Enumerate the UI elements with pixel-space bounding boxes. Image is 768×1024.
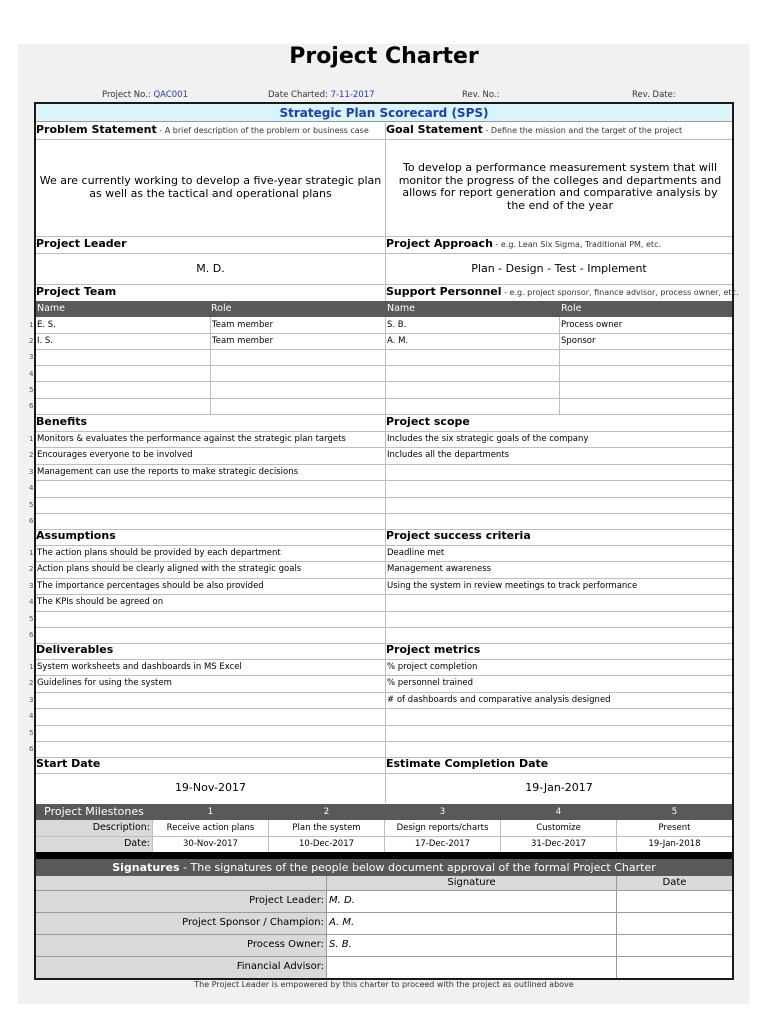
completion-heading: Estimate Completion Date [386,757,549,770]
row-number: 3 [29,695,34,704]
row-number: 2 [29,451,34,460]
row-divider [36,912,732,913]
completion-value: 19-Jan-2017 [525,781,593,794]
benefits-item: Management can use the reports to make strategic decisions [37,466,299,477]
row-divider [36,414,732,415]
footer-note: The Project Leader is empowered by this charter to proceed with the project as outlined above [194,980,574,989]
row-divider [36,398,732,399]
goal-heading: Goal Statement - Define the mission and the target of the project [386,123,683,136]
team-name: I. S. [37,336,54,347]
row-divider [36,365,732,366]
team-name: E. S. [37,320,56,330]
milestones-header: Project Milestones [36,804,732,820]
support-role: Sponsor [561,336,596,347]
support-heading: Support Personnel - e.g. project sponsor, finance advisor, process owner, etc. [386,285,739,298]
divider [36,253,732,254]
assumptions-heading: Assumptions [36,529,116,542]
assumptions-item: The importance percentages should be also provided [37,580,264,591]
milestone-date: 31-Dec-2017 [530,839,587,849]
team-role: Team member [212,320,274,330]
approach-value: Plan - Design - Test - Implement [471,262,647,275]
scope-heading: Project scope [386,415,470,428]
banner-title: Strategic Plan Scorecard (SPS) [36,104,732,122]
row-number: 1 [29,321,34,329]
row-number: 6 [29,402,34,410]
row-divider [36,725,732,726]
start-date-value: 19-Nov-2017 [174,781,247,794]
rev-no: Rev. No.: [462,90,500,100]
success-item: Using the system in review meetings to track performance [387,580,638,591]
row-divider [36,611,732,612]
milestone-description: Present [658,823,691,833]
row-number: 6 [29,631,34,639]
deliverables-heading: Deliverables [36,643,114,656]
row-number: 6 [29,517,34,525]
row-number: 4 [29,598,34,607]
row-divider [36,741,732,742]
scope-item: Includes all the departments [387,450,510,461]
row-divider [36,349,732,350]
charter-form [29,102,739,980]
signature-role: Project Leader: [249,895,324,906]
row-number: 4 [29,369,34,378]
divider [36,139,732,140]
milestone-number: 5 [671,807,678,817]
team-heading: Project Team [36,285,117,298]
description-label: Description: [92,822,150,833]
row-number: 5 [29,614,34,623]
row-divider [36,381,732,382]
problem-text: We are currently working to develop a five-year strategic plan as well as the tactical and operational plans [39,174,382,200]
approach-heading: Project Approach - e.g. Lean Six Sigma, Traditional PM, etc. [386,237,662,250]
column-divider [210,317,211,414]
row-divider [36,497,732,498]
row-number: 3 [29,581,34,590]
row-number: 3 [29,353,34,362]
divider [36,773,732,774]
milestone-description: Receive action plans [166,823,255,833]
signature-field[interactable]: S. B. [329,939,352,950]
row-divider [36,708,732,709]
milestone-number: 4 [555,807,562,817]
row-number: 2 [29,679,34,688]
row-number: 5 [29,728,34,737]
row-divider [36,890,732,891]
support-name: S. B. [387,320,407,330]
milestone-date: 19-Jan-2018 [648,839,701,849]
scope-item: Includes the six strategic goals of the company [387,434,589,444]
row-number: 2 [29,337,34,346]
milestone-description: Design reports/charts [396,823,489,833]
black-separator [36,852,732,859]
date-charted: Date Charted: 7-11-2017 [268,90,375,100]
success-item: Management awareness [387,564,492,575]
row-number: 3 [29,467,34,476]
milestone-date: 17-Dec-2017 [414,839,471,849]
success-heading: Project success criteria [386,529,531,542]
rev-date: Rev. Date: [632,90,676,100]
goal-text: To develop a performance measurement system that will monitor the progress of the colleges and departments and allows for report generation and comparative analysis by the end of the year [398,161,722,212]
row-divider [36,757,732,758]
signature-col-label: Signature [447,877,496,888]
project-no: Project No.: QAC001 [102,90,188,100]
start-date-heading: Start Date [36,757,101,770]
divider [36,836,732,837]
benefits-heading: Benefits [36,415,88,428]
signature-field[interactable]: A. M. [329,917,355,928]
row-number: 5 [29,500,34,509]
column-divider [616,876,617,978]
metrics-item: % personnel trained [387,678,474,689]
date-label: Date: [124,838,150,849]
row-number: 5 [29,385,34,394]
row-divider [36,956,732,957]
row-divider [36,934,732,935]
signature-role: Process Owner: [247,939,324,950]
support-name: A. M. [387,336,409,347]
support-role: Process owner [561,320,623,330]
benefits-item: Encourages everyone to be involved [37,450,193,461]
signatures-header: Signatures - The signatures of the people below document approval of the formal Project Charter [36,859,732,876]
signature-field[interactable]: M. D. [329,895,355,906]
assumptions-item: The action plans should be provided by each department [37,548,281,558]
row-number: 6 [29,745,34,753]
problem-heading: Problem Statement - A brief description of the problem or business case [36,123,369,136]
milestone-number: 3 [439,807,446,817]
success-item: Deadline met [387,548,445,558]
column-divider [559,317,560,414]
column-divider [326,876,327,978]
page-title: Project Charter [289,44,479,69]
signature-role: Project Sponsor / Champion: [182,917,324,928]
milestone-number: 1 [207,807,214,817]
signature-role: Financial Advisor: [236,961,324,972]
date-col-label: Date [662,877,687,888]
team-table-header: Name Role Name Role [36,301,732,317]
metrics-item: # of dashboards and comparative analysis designed [387,694,611,705]
row-divider [36,529,732,530]
row-number: 4 [29,484,34,493]
benefits-item: Monitors & evaluates the performance against the strategic plan targets [37,434,346,444]
metrics-heading: Project metrics [386,643,481,656]
row-number: 4 [29,712,34,721]
row-divider [36,643,732,644]
metrics-item: % project completion [387,662,478,672]
row-divider [36,627,732,628]
row-number: 1 [29,663,34,671]
milestone-description: Customize [536,823,581,833]
milestone-date: 10-Dec-2017 [298,839,355,849]
milestone-description: Plan the system [292,823,361,833]
milestone-number: 2 [323,807,330,817]
deliverables-item: Guidelines for using the system [37,678,172,689]
team-role: Team member [212,336,274,347]
assumptions-item: The KPIs should be agreed on [37,597,164,608]
leader-value: M. D. [196,262,225,275]
row-divider [36,480,732,481]
deliverables-item: System worksheets and dashboards in MS Excel [37,662,242,672]
leader-heading: Project Leader [36,237,127,250]
row-number: 1 [29,549,34,557]
milestone-date: 30-Nov-2017 [183,839,238,849]
row-number: 1 [29,435,34,443]
assumptions-item: Action plans should be clearly aligned with the strategic goals [37,564,302,575]
row-divider [36,513,732,514]
row-number: 2 [29,565,34,574]
